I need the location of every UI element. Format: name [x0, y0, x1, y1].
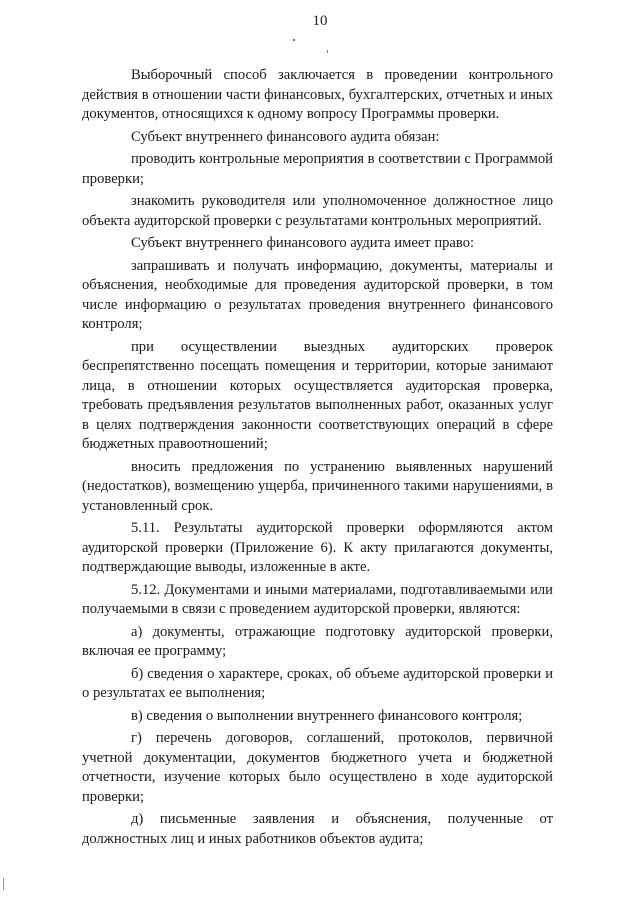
list-item: в) сведения о выполнении внутреннего финансового контроля;: [131, 707, 523, 724]
paragraph: при осуществлении выездных аудиторских проверок беспрепятственно посещать помещения и территории, которые занимают лица, в отношении которых осуществляется аудиторская проверка, требовать предъявления результатов выполненных работ, оказанных услуг в целях подтверждения законности соответствующих операций в сфере бюджетных правоотношений;: [82, 338, 553, 452]
paragraph: 5.12. Документами и иными материалами, подготавливаемыми или получаемыми в связи с проведением аудиторской проверки, являются:: [82, 581, 553, 617]
paragraph: 5.11. Результаты аудиторской проверки оформляются актом аудиторской проверки (Приложение 6). К акту прилагаются документы, подтверждающие выводы, изложенные в акте.: [82, 520, 553, 575]
paragraph: знакомить руководителя или уполномоченное должностное лицо объекта аудиторской проверки с результатами контрольных мероприятий.: [82, 193, 553, 229]
paragraph: запрашивать и получать информацию, документы, материалы и объяснения, необходимые для проведения аудиторской проверки, в том числе информацию о результатах проведения внутреннего финансового контроля;: [82, 257, 553, 332]
paragraph: вносить предложения по устранению выявленных нарушений (недостатков), возмещению ущерба, причиненного такими нарушениями, в установленный срок.: [82, 458, 553, 514]
list-item: б) сведения о характере, сроках, об объеме аудиторской проверки и о результатах ее выполнения;: [82, 665, 553, 701]
paragraph: Выборочный способ заключается в проведении контрольного действия в отношении части финансовых, бухгалтерских, отчетных и иных документов, относящихся к одному вопросу Программы проверки.: [82, 67, 553, 122]
list-item: г) перечень договоров, соглашений, протоколов, первичной учетной документации, документов бюджетного учета и бюджетной отчетности, изучение которых было осуществлено в ходе аудиторской проверки;: [82, 730, 553, 805]
document-body: [82, 66, 553, 852]
paragraph: Субъект внутреннего финансового аудита обязан:: [131, 128, 440, 145]
list-item: д) письменные заявления и объяснения, полученные от должностных лиц и иных работников объектов аудита;: [82, 811, 553, 847]
scan-artifact: [327, 50, 328, 53]
scan-artifact: [3, 878, 4, 890]
paragraph: Субъект внутреннего финансового аудита имеет право:: [131, 235, 475, 251]
paragraph: проводить контрольные мероприятия в соответствии с Программой проверки;: [82, 151, 553, 187]
page-number: 10: [312, 13, 328, 29]
list-item: а) документы, отражающие подготовку аудиторской проверки, включая ее программу;: [82, 623, 553, 659]
scan-artifact: [293, 39, 295, 41]
